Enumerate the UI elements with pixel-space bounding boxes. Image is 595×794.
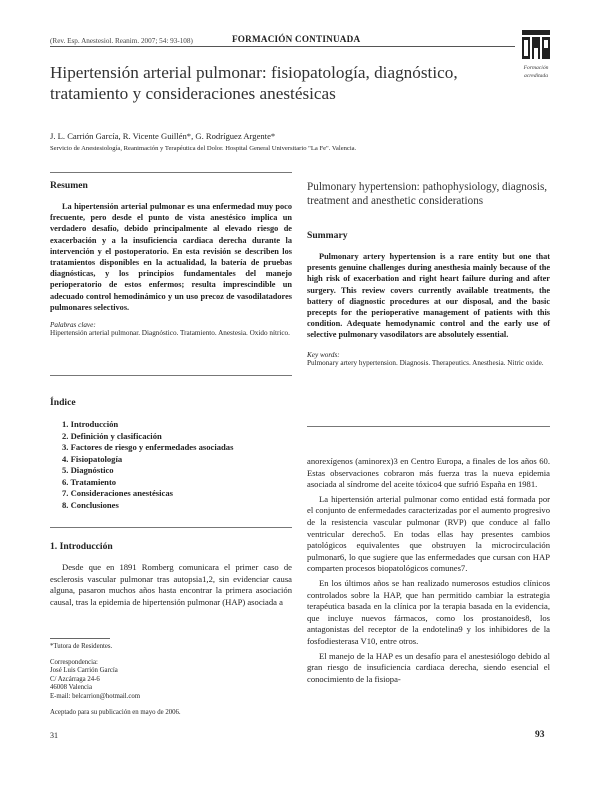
index-item: 1. Introducción <box>62 419 119 429</box>
body-right <box>307 456 550 685</box>
page-number-right: 93 <box>535 730 545 740</box>
summary-bottom-rule <box>307 426 550 427</box>
logo-caption: Formación acreditada <box>523 65 549 79</box>
body-paragraph: En los últimos años se han realizado numerosos estudios clínicos controlados sobre la HAP, que han permitido cambiar la estrategia terapéutica basada en la clínica por la terapia basada en la evidencia, que incluye nuevos fármacos, como los prostanoides8, los antagonistas del receptor de la endotelina9 y los inhibidores de la fosfodiesterasa V10, entre otros. <box>307 577 550 646</box>
index-item: 2. Definición y clasificación <box>62 430 162 441</box>
correspondence-city: 46008 Valencia <box>50 684 92 692</box>
summary-heading: Summary <box>307 230 348 241</box>
accreditation-logo <box>520 28 552 62</box>
index-item: 3. Factores de riesgo y enfermedades asociadas <box>62 442 234 452</box>
index-item: 5. Diagnóstico <box>62 465 114 475</box>
footnote-rule <box>50 638 110 639</box>
resumen-text: La hipertensión arterial pulmonar es una enfermedad muy poco frecuente, pero desde el punto de vista anestésico implica un verdadero desafío, debido principalmente al elevado riesgo de exacerbación y a la insuficiencia cardiaca derecha durante la intervención y el postoperatorio. En esta revisión se describen los tratamientos disponibles en la actualidad, la batería de pruebas diagnósticas, y los principios fundamentales del manejo perioperatorio de estos enfermos; resulta imprescindible un adecuado control hemodinámico y un uso precoz de vasodilatadores pulmonares selectivos. <box>50 202 292 312</box>
english-keywords-label: Key words: <box>307 350 340 359</box>
keywords: Hipertensión arterial pulmonar. Diagnóstico. Tratamiento. Anestesia. Oxido nítrico. <box>50 329 290 338</box>
resumen-bottom-rule <box>50 375 292 376</box>
authors: J. L. Carrión García, R. Vicente Guillén*, G. Rodríguez Argente* <box>50 131 276 141</box>
body-paragraph: anorexígenos (aminorex)3 en Centro Europa, a finales de los años 60. Estas observaciones cobraron más fuerza tras la nueva epidemia asociada al síndrome del aceite tóxico4 que sufrió España en 1981. <box>307 456 550 490</box>
header-rule <box>50 46 515 47</box>
correspondence-label: Correspondencia: <box>50 658 98 666</box>
page-number-left: 31 <box>50 731 58 740</box>
index-item: 4. Fisiopatología <box>62 453 123 464</box>
intro-paragraph: Desde que en 1891 Romberg comunicara el primer caso de esclerosis vascular pulmonar tras autopsia1,2, sin evidenciar causa alguna, pasaron muchos años hasta encontrar la primera asociación causal, tras la epidemia de hipertensión pulmonar (HAP) asociada a <box>50 562 292 607</box>
tutor-note: *Tutora de Residentes. <box>50 643 113 650</box>
body-paragraph: La hipertensión arterial pulmonar como entidad está formada por el conjunto de enfermedades caracterizadas por el aumento progresivo de la resistencia vascular pulmonar (RVP) que conduce al fallo ventricular derecho5. En todas ellas hay presentes cambios patológicos equivalentes que obstruyen la microcirculación pulmonar6, lo que sugiere que las enfermedades que cursan con HAP comparten procesos biopatológicos comunes7. <box>307 493 550 574</box>
keywords-label: Palabras clave: <box>50 321 96 330</box>
resumen-top-rule <box>50 172 292 173</box>
journal-citation: (Rev. Esp. Anestesiol. Reanim. 2007; 54: 93-108) <box>50 37 193 45</box>
index-item: 7. Consideraciones anestésicas <box>62 488 173 498</box>
index-section <box>50 397 292 511</box>
article-title: Hipertensión arterial pulmonar: fisiopatología, diagnóstico, tratamiento y consideraciones anestésicas <box>50 63 458 103</box>
english-keywords: Pulmonary artery hypertension. Diagnosis. Therapeutics. Anesthesia. Nitric oxide. <box>307 358 544 367</box>
resumen-heading: Resumen <box>50 180 88 191</box>
intro-section <box>50 541 292 608</box>
index-item: 8. Conclusiones <box>62 499 119 510</box>
summary-text: Pulmonary artery hypertension is a rare entity but one that presents genuine challenges during anesthesia mainly because of the high risk of exacerbation and right heart failure during and after surgery. This review covers currently available treatments, the battery of diagnostic procedures at our disposal, and the basic precepts for the perioperative management of patients with this condition. Adequate hemodynamic control and the early use of selective pulmonary vasodilators are absolutely essential. <box>307 252 550 340</box>
correspondence-address: C/ Azcárraga 24-6 <box>50 675 100 683</box>
index-heading: Índice <box>50 397 76 408</box>
index-item: 6. Tratamiento <box>62 476 117 487</box>
english-section <box>307 180 550 368</box>
acceptance-note: Aceptado para su publicación en mayo de 2006. <box>50 708 181 716</box>
affiliation: Servicio de Anestesiología, Reanimación y Terapéutica del Dolor. Hospital General Universitario "La Fe". Valencia. <box>50 145 357 152</box>
correspondence-name: José Luis Carrión García <box>50 667 118 675</box>
index-bottom-rule <box>50 527 292 528</box>
index-list <box>62 419 292 511</box>
intro-heading: 1. Introducción <box>50 541 113 552</box>
section-label: FORMACIÓN CONTINUADA <box>232 34 361 44</box>
correspondence-email: E-mail: belcarrion@hotmail.com <box>50 692 141 700</box>
body-paragraph: El manejo de la HAP es un desafío para el anestesiólogo debido al gran riesgo de insuficiencia cardiaca derecha, siendo esencial el conocimiento de la fisiopa- <box>307 650 550 684</box>
footnotes <box>50 643 292 717</box>
english-title: Pulmonary hypertension: pathophysiology, diagnosis, treatment and anesthetic considerations <box>307 181 548 207</box>
resumen-section <box>50 180 292 338</box>
